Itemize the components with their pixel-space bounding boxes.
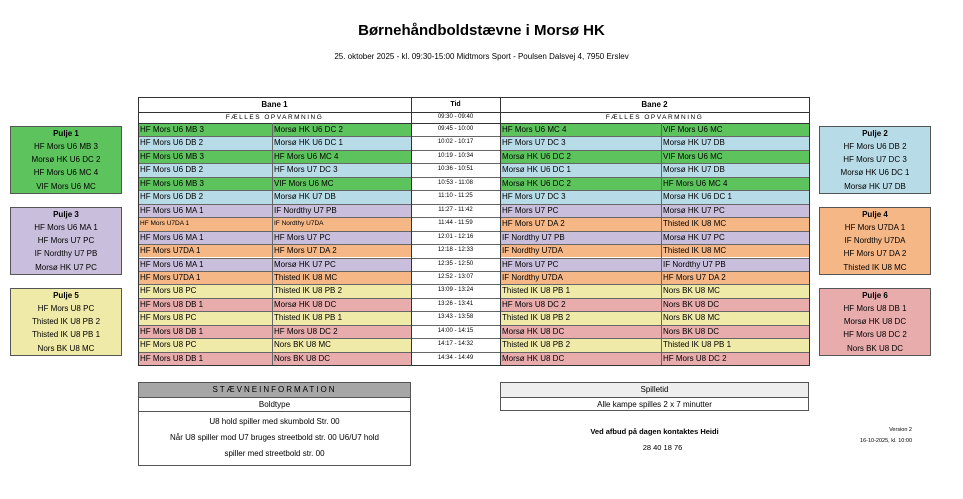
pool-team: Nors BK U8 DC bbox=[846, 343, 903, 353]
match-bane2-team-b: Thisted IK U8 PB 1 bbox=[661, 338, 809, 351]
grid-line bbox=[138, 177, 809, 178]
match-bane1-team-a: HF Mors U6 DB 2 bbox=[138, 190, 272, 203]
pool-title: Pulje 1 bbox=[53, 129, 79, 138]
match-time: 10:19 - 10:34 bbox=[411, 150, 500, 163]
match-bane1-team-b: Morsø HK U8 DC bbox=[272, 298, 411, 311]
bane1-header: Bane 1 bbox=[138, 97, 411, 112]
pool-team: HF Mors U7 PC bbox=[37, 236, 95, 246]
pool-team: Morsø HK U8 DC bbox=[843, 317, 907, 327]
pool-team: Morsø HK U6 DC 2 bbox=[31, 155, 101, 165]
match-bane2-team-b: HF Mors U7 DA 2 bbox=[661, 271, 809, 284]
page-title: Børnehåndboldstævne i Morsø HK bbox=[358, 22, 605, 39]
match-time: 12:18 - 12:33 bbox=[411, 244, 500, 257]
match-bane2-team-a: Thisted IK U8 PB 2 bbox=[500, 338, 661, 351]
ball-rule-3: spiller med streetbold str. 00 bbox=[224, 449, 325, 458]
match-bane1-team-a: HF Mors U7DA 1 bbox=[138, 217, 272, 230]
pool-title: Pulje 3 bbox=[53, 210, 79, 219]
match-bane1-team-a: HF Mors U6 MA 1 bbox=[138, 231, 272, 244]
grid-line bbox=[138, 244, 809, 245]
warmup-bane1: FÆLLES OPVARMNING bbox=[138, 112, 411, 123]
grid-line bbox=[138, 112, 809, 113]
version-date: 16-10-2025, kl. 10:00 bbox=[860, 438, 912, 444]
event-details: 25. oktober 2025 - kl. 09:30-15:00 Midtmors Sport - Poulsen Dalsvej 4, 7950 Erslev bbox=[334, 52, 629, 61]
match-bane2-team-a: Morsø HK U8 DC bbox=[500, 352, 661, 365]
pool-team: HF Mors U8 DC 2 bbox=[843, 330, 907, 340]
grid-line bbox=[809, 97, 810, 366]
pool-team: VIF Mors U6 MC bbox=[36, 181, 96, 191]
match-bane2-team-a: HF Mors U7 DC 3 bbox=[500, 190, 661, 203]
match-bane2-team-b: Thisted IK U8 MC bbox=[661, 244, 809, 257]
match-bane1-team-b: HF Mors U6 MC 4 bbox=[272, 150, 411, 163]
match-time: 14:34 - 14:49 bbox=[411, 352, 500, 365]
match-bane1-team-b: Thisted IK U8 PB 2 bbox=[272, 284, 411, 297]
match-bane2-team-b: HF Mors U6 MC 4 bbox=[661, 177, 809, 190]
match-bane2-team-b: Morsø HK U7 DB bbox=[661, 163, 809, 176]
grid-line bbox=[138, 365, 809, 366]
match-bane1-team-a: HF Mors U7DA 1 bbox=[138, 271, 272, 284]
match-bane2-team-a: Thisted IK U8 PB 1 bbox=[500, 284, 661, 297]
match-bane1-team-a: HF Mors U8 DB 1 bbox=[138, 325, 272, 338]
pool-box bbox=[819, 207, 931, 275]
match-bane2-team-a: Morsø HK U6 DC 1 bbox=[500, 163, 661, 176]
pool-team: HF Mors U6 MC 4 bbox=[33, 168, 99, 178]
playtime-box bbox=[500, 382, 809, 411]
pool-box bbox=[10, 288, 122, 356]
match-bane2-team-b: Nors BK U8 MC bbox=[661, 284, 809, 297]
pool-team: IF Nordthy U7 PB bbox=[34, 249, 98, 259]
warmup-bane2: FÆLLES OPVARMNING bbox=[500, 112, 809, 123]
grid-line bbox=[138, 338, 809, 339]
match-bane2-team-b: Morsø HK U7 DB bbox=[661, 136, 809, 149]
match-bane1-team-b: Nors BK U8 MC bbox=[272, 338, 411, 351]
grid-line bbox=[138, 311, 809, 312]
match-time: 14:17 - 14:32 bbox=[411, 338, 500, 351]
match-bane2-team-a: IF Nordthy U7 PB bbox=[500, 231, 661, 244]
grid-line bbox=[138, 204, 809, 205]
match-time: 14:00 - 14:15 bbox=[411, 325, 500, 338]
version-label: Version 2 bbox=[889, 427, 912, 433]
grid-line bbox=[138, 258, 809, 259]
match-bane2-team-a: Morsø HK U8 DC bbox=[500, 325, 661, 338]
match-bane2-team-a: IF Nordthy U7DA bbox=[500, 271, 661, 284]
pool-box bbox=[819, 126, 931, 194]
match-bane2-team-a: HF Mors U7 DC 3 bbox=[500, 136, 661, 149]
match-bane1-team-b: Morsø HK U6 DC 1 bbox=[272, 136, 411, 149]
grid-line bbox=[411, 97, 412, 366]
grid-line bbox=[138, 123, 809, 124]
match-bane1-team-b: HF Mors U7 DA 2 bbox=[272, 244, 411, 257]
match-bane1-team-b: VIF Mors U6 MC bbox=[272, 177, 411, 190]
match-bane2-team-a: Morsø HK U6 DC 2 bbox=[500, 177, 661, 190]
grid-line bbox=[661, 123, 662, 365]
match-bane1-team-b: HF Mors U8 DC 2 bbox=[272, 325, 411, 338]
grid-line bbox=[138, 352, 809, 353]
match-bane2-team-b: IF Nordthy U7 PB bbox=[661, 258, 809, 271]
bane2-header: Bane 2 bbox=[500, 97, 809, 112]
match-time: 10:36 - 10:51 bbox=[411, 163, 500, 176]
pool-title: Pulje 2 bbox=[862, 129, 888, 138]
match-bane1-team-b: Morsø HK U7 PC bbox=[272, 258, 411, 271]
pool-team: Thisted IK U8 PB 2 bbox=[31, 317, 101, 327]
match-bane2-team-b: Morsø HK U7 PC bbox=[661, 231, 809, 244]
match-bane2-team-a: HF Mors U7 PC bbox=[500, 204, 661, 217]
grid-line bbox=[138, 97, 809, 98]
match-bane2-team-a: HF Mors U8 DC 2 bbox=[500, 298, 661, 311]
match-bane1-team-b: Morsø HK U6 DC 2 bbox=[272, 123, 411, 136]
pool-title: Pulje 6 bbox=[862, 291, 888, 300]
grid-line bbox=[138, 136, 809, 137]
pool-team: HF Mors U7 DA 2 bbox=[843, 249, 907, 259]
grid-line bbox=[138, 163, 809, 164]
match-bane1-team-b: Morsø HK U7 DB bbox=[272, 190, 411, 203]
match-bane2-team-a: HF Mors U6 MC 4 bbox=[500, 123, 661, 136]
match-bane1-team-a: HF Mors U8 PC bbox=[138, 284, 272, 297]
match-time: 11:44 - 11:59 bbox=[411, 217, 500, 230]
pool-title: Pulje 4 bbox=[862, 210, 888, 219]
warmup-time: 09:30 - 09:40 bbox=[411, 112, 500, 123]
match-time: 11:27 - 11:42 bbox=[411, 204, 500, 217]
grid-line bbox=[138, 298, 809, 299]
pool-box bbox=[10, 126, 122, 194]
match-bane1-team-a: HF Mors U8 DB 1 bbox=[138, 352, 272, 365]
match-bane2-team-b: VIF Mors U6 MC bbox=[661, 150, 809, 163]
match-bane2-team-a: HF Mors U7 DA 2 bbox=[500, 217, 661, 230]
match-time: 13:26 - 13:41 bbox=[411, 298, 500, 311]
match-bane2-team-a: IF Nordthy U7DA bbox=[500, 244, 661, 257]
pool-team: HF Mors U6 DB 2 bbox=[843, 142, 907, 151]
grid-line bbox=[500, 97, 501, 366]
match-bane2-team-b: Nors BK U8 DC bbox=[661, 298, 809, 311]
pool-box bbox=[819, 288, 931, 356]
match-bane2-team-b: Morsø HK U7 PC bbox=[661, 204, 809, 217]
pool-team: IF Nordthy U7DA bbox=[844, 236, 906, 246]
pool-team: HF Mors U7 DC 3 bbox=[843, 155, 907, 165]
pool-team: HF Mors U6 MA 1 bbox=[34, 223, 98, 232]
match-bane2-team-b: Nors BK U8 MC bbox=[661, 311, 809, 324]
event-info-header: STÆVNEINFORMATION bbox=[139, 383, 410, 398]
pool-team: Morsø HK U7 PC bbox=[35, 262, 97, 272]
match-bane1-team-b: HF Mors U7 DC 3 bbox=[272, 163, 411, 176]
ball-rule-2: Når U8 spiller mod U7 bruges streetbold str. 00 U6/U7 hold bbox=[170, 433, 379, 442]
match-bane2-team-b: Thisted IK U8 MC bbox=[661, 217, 809, 230]
grid-line bbox=[138, 150, 809, 151]
match-bane1-team-b: IF Nordthy U7 PB bbox=[272, 204, 411, 217]
pool-team: Morsø HK U7 DB bbox=[844, 181, 906, 191]
match-time: 13:43 - 13:58 bbox=[411, 311, 500, 324]
match-time: 11:10 - 11:25 bbox=[411, 190, 500, 203]
match-bane2-team-b: Nors BK U8 DC bbox=[661, 325, 809, 338]
match-bane1-team-a: HF Mors U6 MA 1 bbox=[138, 204, 272, 217]
ball-type-label: Boldtype bbox=[139, 398, 410, 412]
match-time: 12:01 - 12:16 bbox=[411, 231, 500, 244]
pool-team: HF Mors U6 MB 3 bbox=[33, 142, 98, 151]
match-bane1-team-a: HF Mors U6 MA 1 bbox=[138, 258, 272, 271]
match-bane2-team-b: Morsø HK U6 DC 1 bbox=[661, 190, 809, 203]
match-bane1-team-b: Thisted IK U8 PB 1 bbox=[272, 311, 411, 324]
match-bane2-team-a: Morsø HK U6 DC 2 bbox=[500, 150, 661, 163]
match-bane1-team-a: HF Mors U6 DB 2 bbox=[138, 163, 272, 176]
match-bane1-team-a: HF Mors U8 PC bbox=[138, 338, 272, 351]
match-bane1-team-a: HF Mors U7DA 1 bbox=[138, 244, 272, 257]
match-bane1-team-a: HF Mors U6 DB 2 bbox=[138, 136, 272, 149]
match-bane1-team-b: Thisted IK U8 MC bbox=[272, 271, 411, 284]
match-time: 13:09 - 13:24 bbox=[411, 284, 500, 297]
pool-team: Morsø HK U6 DC 1 bbox=[840, 168, 910, 178]
match-bane2-team-a: HF Mors U7 PC bbox=[500, 258, 661, 271]
pool-team: Thisted IK U8 MC bbox=[843, 262, 907, 272]
grid-line bbox=[138, 271, 809, 272]
grid-line bbox=[138, 284, 809, 285]
match-bane2-team-b: HF Mors U8 DC 2 bbox=[661, 352, 809, 365]
pool-title: Pulje 5 bbox=[53, 291, 79, 300]
pool-team: HF Mors U7DA 1 bbox=[844, 223, 906, 232]
pool-team: Nors BK U8 MC bbox=[37, 343, 95, 353]
match-time: 12:52 - 13:07 bbox=[411, 271, 500, 284]
match-bane2-team-a: Thisted IK U8 PB 2 bbox=[500, 311, 661, 324]
grid-line bbox=[138, 97, 139, 366]
match-bane1-team-b: HF Mors U7 PC bbox=[272, 231, 411, 244]
contact-text: Ved afbud på dagen kontaktes Heidi bbox=[590, 427, 719, 436]
ball-rule-1: U8 hold spiller med skumbold Str. 00 bbox=[209, 417, 340, 426]
pool-team: Thisted IK U8 PB 1 bbox=[31, 330, 101, 340]
match-bane2-team-b: VIF Mors U6 MC bbox=[661, 123, 809, 136]
match-bane1-team-a: HF Mors U6 MB 3 bbox=[138, 150, 272, 163]
grid-line bbox=[138, 217, 809, 218]
match-time: 12:35 - 12:50 bbox=[411, 258, 500, 271]
match-bane1-team-b: Nors BK U8 DC bbox=[272, 352, 411, 365]
time-header: Tid bbox=[411, 97, 500, 112]
grid-line bbox=[272, 123, 273, 365]
match-bane1-team-a: HF Mors U6 MB 3 bbox=[138, 123, 272, 136]
pool-box bbox=[10, 207, 122, 275]
pool-team: HF Mors U8 DB 1 bbox=[843, 304, 907, 313]
grid-line bbox=[138, 190, 809, 191]
contact-phone: 28 40 18 76 bbox=[642, 443, 683, 452]
pool-team: HF Mors U8 PC bbox=[37, 304, 95, 313]
match-bane1-team-a: HF Mors U6 MB 3 bbox=[138, 177, 272, 190]
grid-line bbox=[138, 325, 809, 326]
event-info-box bbox=[138, 382, 411, 466]
match-time: 10:53 - 11:08 bbox=[411, 177, 500, 190]
playtime-text: Alle kampe spilles 2 x 7 minutter bbox=[597, 400, 712, 409]
match-time: 09:45 - 10:00 bbox=[411, 123, 500, 136]
playtime-label: Spilletid bbox=[501, 383, 808, 398]
match-bane1-team-a: HF Mors U8 PC bbox=[138, 311, 272, 324]
match-time: 10:02 - 10:17 bbox=[411, 136, 500, 149]
match-bane1-team-b: IF Nordthy U7DA bbox=[272, 217, 411, 230]
match-bane1-team-a: HF Mors U8 DB 1 bbox=[138, 298, 272, 311]
grid-line bbox=[138, 231, 809, 232]
